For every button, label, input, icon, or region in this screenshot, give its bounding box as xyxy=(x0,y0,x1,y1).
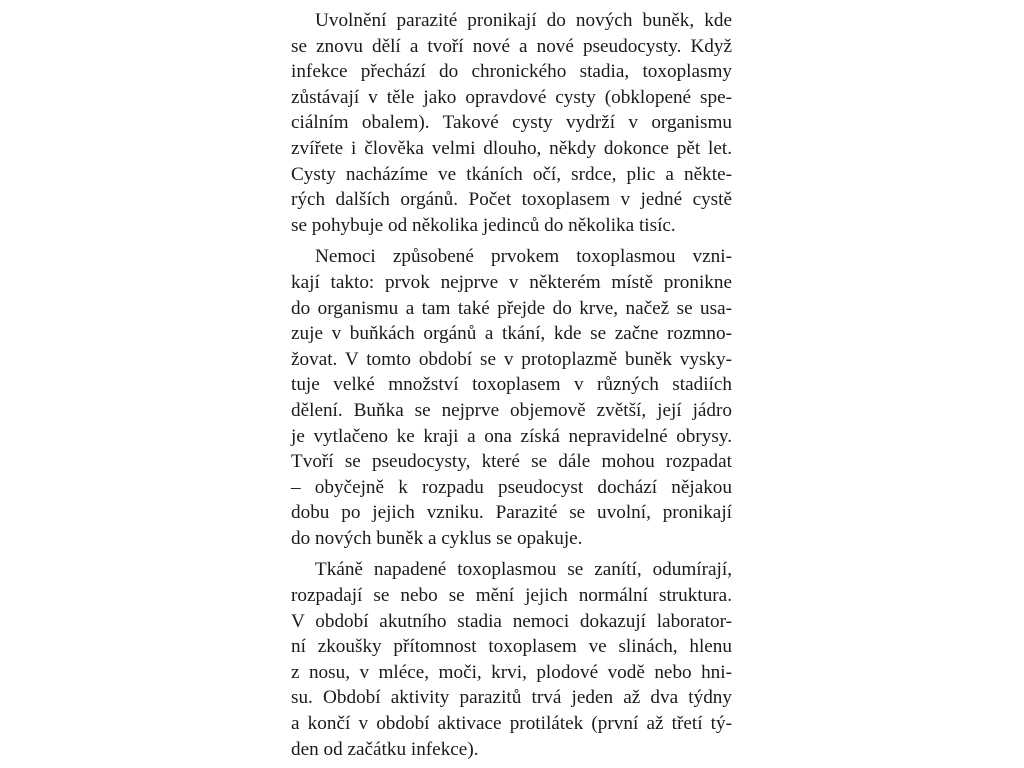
body-text xyxy=(291,8,732,768)
text-line: Uvolnění parazité pronikají do nových buněk, kde xyxy=(315,10,732,31)
text-line: su. Období aktivity parazitů trvá jeden až dva týdny xyxy=(291,687,732,709)
text-line: do organismu a tam také přejde do krve, načež se usa- xyxy=(291,297,732,319)
text-line: ciálním obalem). Takové cysty vydrží v organismu xyxy=(291,112,732,134)
text-line: zůstávají v těle jako opravdové cysty (obklopené spe- xyxy=(291,86,732,108)
text-line: je vytlačeno ke kraji a ona získá nepravidelné obrysy. xyxy=(291,425,732,447)
text-line: zuje v buňkách orgánů a tkání, kde se začne rozmno- xyxy=(291,323,732,345)
text-line: se pohybuje od několika jedinců do několika tisíc. xyxy=(291,214,676,236)
paragraph-3 xyxy=(291,557,732,762)
text-line: Cysty nacházíme ve tkáních očí, srdce, plic a někte- xyxy=(291,163,732,185)
text-line: ní zkoušky přítomnost toxoplasem ve slinách, hlenu xyxy=(291,636,732,658)
text-line: tuje velké množství toxoplasem v různých stadiích xyxy=(291,374,732,396)
text-line: zvířete i člověka velmi dlouho, někdy dokonce pět let. xyxy=(291,137,732,159)
text-line: se znovu dělí a tvoří nové a nové pseudocysty. Když xyxy=(291,35,732,57)
text-line: dělení. Buňka se nejprve objemově zvětší, její jádro xyxy=(291,399,732,421)
text-line: V období akutního stadia nemoci dokazují laborator- xyxy=(291,610,732,632)
text-line: kají takto: prvok nejprve v některém místě pronikne xyxy=(291,271,732,293)
text-line: dobu po jejich vzniku. Parazité se uvolní, pronikají xyxy=(291,502,732,524)
text-line: rozpadají se nebo se mění jejich normální struktura. xyxy=(291,585,732,607)
text-line: den od začátku infekce). xyxy=(291,738,479,760)
text-line: z nosu, v mléce, moči, krvi, plodové vodě nebo hni- xyxy=(291,661,732,683)
text-line: Tvoří se pseudocysty, které se dále mohou rozpadat xyxy=(291,451,732,473)
text-line: – obyčejně k rozpadu pseudocyst dochází nějakou xyxy=(291,476,732,498)
text-line: rých dalších orgánů. Počet toxoplasem v jedné cystě xyxy=(291,189,732,211)
text-line: a končí v období aktivace protilátek (první až třetí tý- xyxy=(291,713,732,735)
text-line: žovat. V tomto období se v protoplazmě buněk vysky- xyxy=(291,348,732,370)
text-line: do nových buněk a cyklus se opakuje. xyxy=(291,527,583,549)
text-line: infekce přechází do chronického stadia, toxoplasmy xyxy=(291,61,732,83)
paragraph-2 xyxy=(291,244,732,551)
text-line: Tkáně napadené toxoplasmou se zanítí, odumírají, xyxy=(315,559,732,581)
paragraph-1 xyxy=(291,8,732,238)
text-line: Nemoci způsobené prvokem toxoplasmou vzni- xyxy=(315,246,732,268)
